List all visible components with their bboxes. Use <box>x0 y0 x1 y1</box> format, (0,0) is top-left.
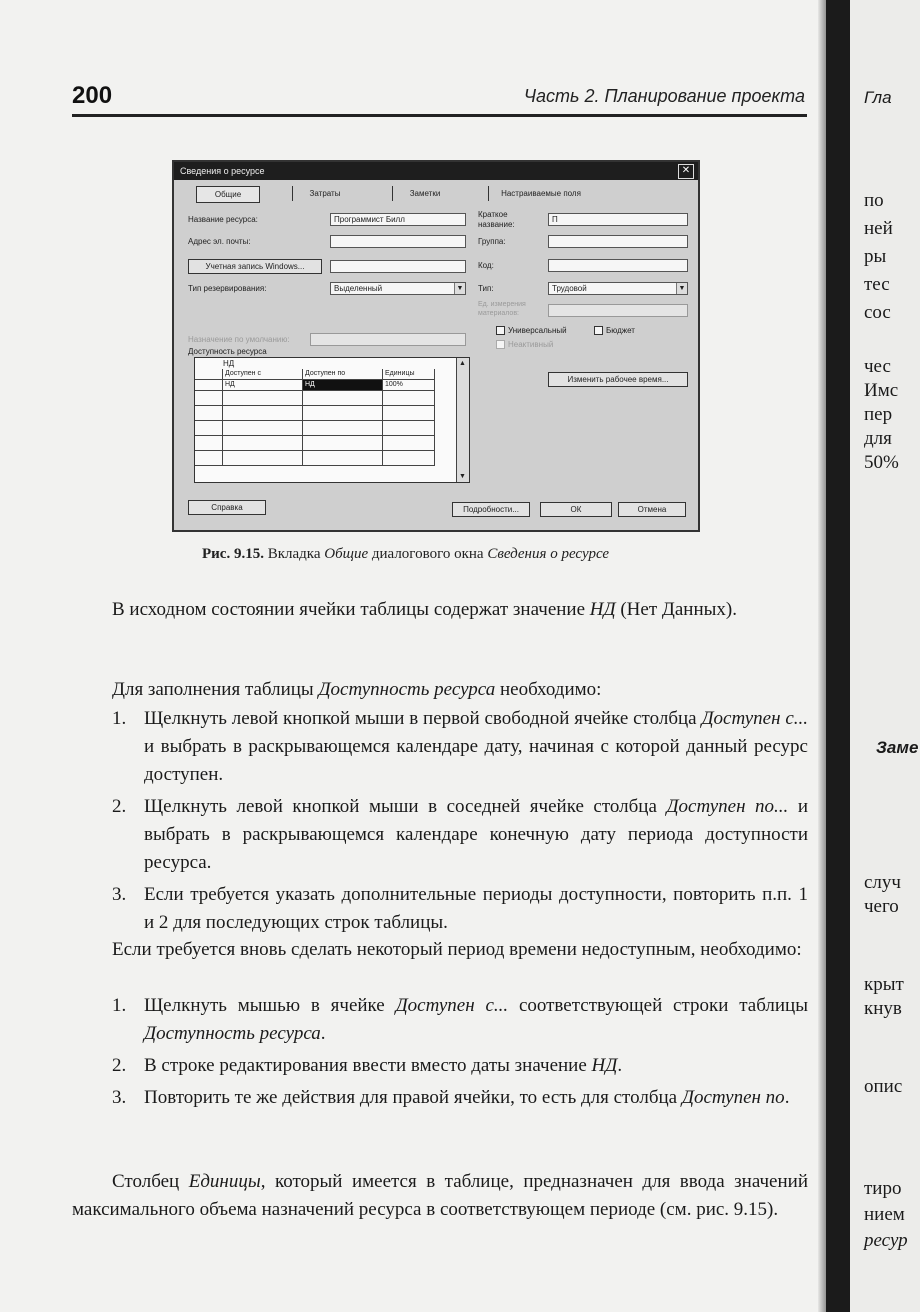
list-item <box>112 1084 808 1112</box>
right-page-line: крыт <box>864 974 904 995</box>
caption-text: Вкладка <box>263 546 325 562</box>
right-page-line: Имс <box>864 380 899 401</box>
material-field <box>548 304 688 317</box>
reservation-type-select[interactable] <box>330 282 466 295</box>
part-title: Часть 2. Планирование проекта <box>523 86 805 106</box>
right-page-line: тес <box>864 274 890 295</box>
default-assign-field <box>310 333 466 346</box>
grid-corner <box>195 369 223 380</box>
close-icon[interactable]: ✕ <box>678 164 694 179</box>
table-row-header <box>195 406 223 421</box>
type-value: Трудовой <box>552 284 587 293</box>
paragraph-text: необходимо: <box>495 679 602 700</box>
emphasis-text: НД <box>591 1055 618 1076</box>
list-number: 2. <box>112 1055 127 1076</box>
table-row-cell[interactable] <box>303 436 383 451</box>
table-row-cell[interactable] <box>383 406 435 421</box>
right-page-line: тиро <box>864 1178 902 1199</box>
grid-header-available-to: Доступен по <box>303 369 383 380</box>
page-number: 200 <box>72 82 113 109</box>
right-page-line: 50% <box>864 452 899 473</box>
table-row-header <box>195 391 223 406</box>
list-number: 1. <box>112 995 127 1016</box>
chevron-down-icon[interactable]: ▼ <box>676 283 687 294</box>
table-row-cell-selected[interactable]: НД <box>303 380 383 391</box>
reservation-type-label: Тип резервирования: <box>188 284 267 293</box>
budget-label: Бюджет <box>606 326 635 335</box>
group-label: Группа: <box>478 237 506 246</box>
tab-costs[interactable]: Затраты <box>292 186 357 201</box>
emphasis-text: НД <box>589 599 616 620</box>
dialog-title-bar <box>174 162 698 180</box>
generic-checkbox[interactable] <box>496 326 505 335</box>
chevron-down-icon[interactable]: ▼ <box>454 283 465 294</box>
table-row-cell[interactable] <box>383 451 435 466</box>
tab-custom-fields[interactable]: Настраиваемые поля <box>488 186 593 201</box>
right-page-line: по <box>864 190 884 211</box>
table-row-cell[interactable] <box>303 406 383 421</box>
paragraph-text: (Нет Данных). <box>615 599 737 620</box>
list-text: . <box>784 1087 790 1108</box>
paragraph-fill-intro <box>72 676 808 704</box>
right-page-line: случ <box>864 872 901 893</box>
paragraph-text: В исходном состоянии ячейки таблицы содержат значение <box>112 599 590 620</box>
right-page-line: ры <box>864 246 887 267</box>
table-row-cell[interactable]: 100% <box>383 380 435 391</box>
right-page-line: опис <box>864 1076 903 1097</box>
tab-general[interactable]: Общие <box>196 186 260 203</box>
emphasis-text: Доступность ресурса <box>144 1023 321 1044</box>
resource-info-dialog <box>172 160 700 532</box>
list-number: 3. <box>112 884 127 905</box>
paragraph-make-unavailable <box>72 936 808 964</box>
emphasis-text: Доступен по... <box>666 796 789 817</box>
paragraph-text: Если требуется вновь сделать некоторый период времени недоступным, необходимо: <box>112 939 802 960</box>
default-assign-label: Назначение по умолчанию: <box>188 335 290 344</box>
list-text: Если требуется указать дополнительные периоды доступности, повторить п.п. 1 и 2 для последующих строк таблицы. <box>144 884 808 933</box>
right-page-header: Гла <box>864 88 892 107</box>
fill-steps-list <box>112 705 808 937</box>
budget-checkbox[interactable] <box>594 326 603 335</box>
reservation-type-value: Выделенный <box>334 284 383 293</box>
inactive-label: Неактивный <box>508 340 554 349</box>
list-text: В строке редактирования ввести вместо даты значение <box>144 1055 592 1076</box>
paragraph-text: , который имеется в таблице, предназначен для ввода значений максимального объема назначений ресурса в соответствующем периоде (см. рис. 9.15). <box>72 1171 808 1220</box>
table-row-cell[interactable] <box>383 421 435 436</box>
paragraph-text: Столбец <box>112 1171 189 1192</box>
paragraph-initial-state <box>72 596 808 624</box>
paragraph-units-column <box>72 1168 808 1224</box>
right-page-line: сос <box>864 302 891 323</box>
resource-name-label: Название ресурса: <box>188 215 258 224</box>
list-item <box>112 705 808 789</box>
book-page-right <box>850 0 920 1312</box>
resource-name-field[interactable]: Программист Билл <box>330 213 466 226</box>
table-row-cell[interactable]: НД <box>223 380 303 391</box>
right-page-line: чес <box>864 356 891 377</box>
right-page-note: Заме <box>876 738 919 757</box>
grid-edit-line[interactable]: НД <box>223 359 235 368</box>
right-page-line: пер <box>864 404 893 425</box>
cancel-button[interactable]: Отмена <box>618 502 686 517</box>
list-item <box>112 881 808 937</box>
email-field[interactable] <box>330 235 466 248</box>
table-row-header <box>195 421 223 436</box>
table-row-cell[interactable] <box>303 391 383 406</box>
type-select[interactable] <box>548 282 688 295</box>
list-text: и выбрать в раскрывающемся календаре конечную дату периода доступности ресурса. <box>144 796 808 873</box>
right-page-line: чего <box>864 896 899 917</box>
right-page-line: ней <box>864 218 893 239</box>
right-page-line: ресур <box>864 1230 908 1251</box>
email-label: Адрес эл. почты: <box>188 237 251 246</box>
short-name-label: Краткое название: <box>478 210 515 229</box>
list-number: 2. <box>112 796 127 817</box>
running-head <box>72 80 807 117</box>
short-name-field[interactable]: П <box>548 213 688 226</box>
table-row-cell[interactable] <box>223 436 303 451</box>
list-item <box>112 992 808 1048</box>
emphasis-text: Доступен с... <box>395 995 509 1016</box>
change-work-time-button[interactable]: Изменить рабочее время... <box>548 372 688 387</box>
table-row-cell[interactable] <box>303 421 383 436</box>
list-text: и выбрать в раскрывающемся календаре дату, начиная с которой данный ресурс доступен. <box>144 736 808 785</box>
list-text: . <box>617 1055 623 1076</box>
table-row-cell[interactable] <box>223 391 303 406</box>
list-text: Щелкнуть мышью в ячейке <box>144 995 396 1016</box>
group-field[interactable] <box>548 235 688 248</box>
type-label: Тип: <box>478 284 494 293</box>
material-label: Ед. измерения материалов: <box>478 301 526 317</box>
list-text: Повторить те же действия для правой ячейки, то есть для столбца <box>144 1087 682 1108</box>
list-number: 3. <box>112 1087 127 1108</box>
list-item <box>112 1052 808 1080</box>
list-text: соответствующей строки таблицы <box>508 995 808 1016</box>
table-row-cell[interactable] <box>383 391 435 406</box>
emphasis-text: Доступен по <box>681 1087 785 1108</box>
grid-header-units: Единицы <box>383 369 435 380</box>
table-row-cell[interactable] <box>303 451 383 466</box>
right-page-line: кнув <box>864 998 902 1019</box>
grid-scrollbar[interactable] <box>456 358 469 482</box>
table-row-cell[interactable] <box>223 421 303 436</box>
tab-notes[interactable]: Заметки <box>392 186 457 201</box>
right-page-line: для <box>864 428 892 449</box>
emphasis-text: Единицы <box>188 1171 261 1192</box>
list-text: Щелкнуть левой кнопкой мыши в первой свободной ячейке столбца <box>144 708 702 729</box>
ok-button[interactable]: ОК <box>540 502 612 517</box>
code-label: Код: <box>478 261 494 270</box>
table-row-header <box>195 436 223 451</box>
scroll-up-icon[interactable]: ▲ <box>459 360 466 367</box>
unavailable-steps-list <box>112 992 808 1112</box>
help-button[interactable]: Справка <box>188 500 266 515</box>
table-row-cell[interactable] <box>223 406 303 421</box>
caption-dialog-name: Сведения о ресурсе <box>487 546 610 562</box>
grid-header-available-from: Доступен с <box>223 369 303 380</box>
figure-caption <box>202 546 762 563</box>
dialog-title: Сведения о ресурсе <box>180 166 265 176</box>
caption-tab-name: Общие <box>324 546 369 562</box>
table-row-cell[interactable] <box>383 436 435 451</box>
right-page-line: нием <box>864 1204 905 1225</box>
table-row-header <box>195 380 223 391</box>
scroll-down-icon[interactable]: ▼ <box>459 473 466 480</box>
list-text: Щелкнуть левой кнопкой мыши в соседней ячейке столбца <box>144 796 667 817</box>
details-button[interactable]: Подробности... <box>452 502 530 517</box>
inactive-checkbox <box>496 340 505 349</box>
emphasis-text: Доступен с... <box>701 708 809 729</box>
generic-label: Универсальный <box>508 326 567 335</box>
code-field[interactable] <box>548 259 688 272</box>
availability-label: Доступность ресурса <box>188 347 267 356</box>
book-spine <box>826 0 850 1312</box>
list-text: . <box>320 1023 326 1044</box>
caption-text: диалогового окна <box>368 546 488 562</box>
table-row-cell[interactable] <box>223 451 303 466</box>
figure-label: Рис. 9.15. <box>202 546 264 562</box>
list-number: 1. <box>112 708 127 729</box>
windows-account-field[interactable] <box>330 260 466 273</box>
table-row-header <box>195 451 223 466</box>
list-item <box>112 793 808 877</box>
windows-account-button[interactable]: Учетная запись Windows... <box>188 259 322 274</box>
emphasis-text: Доступность ресурса <box>318 679 496 700</box>
paragraph-text: Для заполнения таблицы <box>112 679 319 700</box>
availability-table[interactable] <box>194 357 470 483</box>
